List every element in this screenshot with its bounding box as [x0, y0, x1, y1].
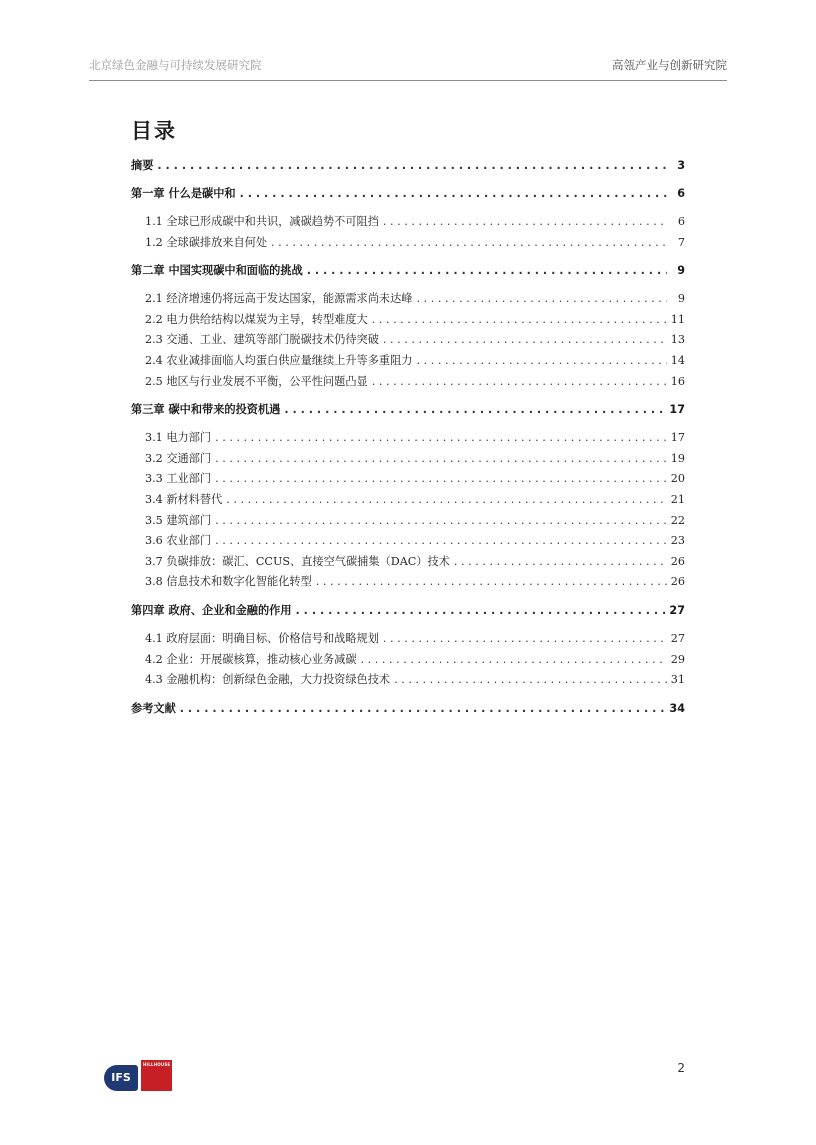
toc-entry-label: 3.3 工业部门: [145, 472, 212, 486]
hillhouse-logo: [141, 1060, 172, 1091]
toc-entry-label: 3.2 交通部门: [145, 451, 212, 465]
toc-entry-page: 3: [677, 159, 685, 172]
leader-dots: [284, 403, 665, 416]
toc-entry-1-1[interactable]: [131, 213, 685, 234]
toc-entry-page: 6: [677, 215, 685, 228]
toc-entry-page: 17: [669, 403, 685, 417]
table-of-contents: [131, 157, 685, 720]
hillhouse-logo-text: HILLHOUSE: [143, 1062, 171, 1067]
toc-entry-2-4[interactable]: [131, 352, 685, 373]
toc-entry-page: 19: [670, 451, 685, 465]
toc-entry-page: 16: [670, 374, 685, 388]
spacer: [131, 622, 685, 630]
leader-dots: [240, 187, 667, 200]
toc-entry-1-2[interactable]: [131, 234, 685, 255]
leader-dots: [416, 292, 667, 305]
toc-entry-label: 2.3 交通、工业、建筑等部门脱碳技术仍待突破: [145, 333, 379, 347]
toc-entry-3-4[interactable]: [131, 491, 685, 512]
toc-entry-label: 1.2 全球碳排放来自何处: [145, 235, 268, 249]
toc-title: 目录: [131, 119, 177, 143]
leader-dots: [454, 555, 667, 568]
toc-entry-page: 11: [670, 312, 685, 326]
leader-dots: [372, 375, 667, 388]
toc-entry-references[interactable]: [131, 700, 685, 720]
toc-entry-page: 22: [670, 513, 685, 527]
toc-entry-label: 4.1 政府层面：明确目标、价格信号和战略规划: [145, 631, 379, 645]
spacer: [131, 692, 685, 700]
toc-entry-2-3[interactable]: [131, 331, 685, 352]
toc-entry-label: 3.6 农业部门: [145, 534, 212, 548]
toc-entry-page: 14: [670, 353, 685, 367]
toc-entry-page: 23: [670, 534, 685, 548]
toc-entry-page: 34: [669, 701, 685, 715]
toc-entry-3-1[interactable]: [131, 429, 685, 450]
toc-entry-label: 3.8 信息技术和数字化智能化转型: [145, 575, 312, 589]
leader-dots: [361, 653, 667, 666]
toc-entry-page: 26: [670, 575, 685, 589]
leader-dots: [226, 493, 666, 506]
toc-entry-3-7[interactable]: [131, 553, 685, 574]
toc-entry-page: 17: [670, 431, 685, 445]
toc-entry-page: 21: [670, 492, 685, 506]
leader-dots: [383, 632, 667, 645]
toc-entry-page: 20: [670, 472, 685, 486]
toc-entry-4-2[interactable]: [131, 651, 685, 672]
toc-entry-label: 3.1 电力部门: [145, 431, 212, 445]
toc-entry-chapter-2[interactable]: [131, 262, 685, 282]
toc-entry-label: 2.4 农业减排面临人均蛋白供应量继续上升等多重阻力: [145, 353, 413, 367]
toc-entry-page: 13: [670, 333, 685, 347]
toc-entry-label: 3.7 负碳排放：碳汇、CCUS、直接空气碳捕集（DAC）技术: [145, 554, 450, 568]
spacer: [131, 282, 685, 290]
toc-entry-3-5[interactable]: [131, 512, 685, 533]
leader-dots: [215, 452, 667, 465]
toc-entry-3-2[interactable]: [131, 450, 685, 471]
toc-entry-page: 7: [677, 235, 685, 249]
leader-dots: [180, 702, 666, 715]
leader-dots: [394, 673, 667, 686]
header-left-org: 北京绿色金融与可持续发展研究院: [89, 58, 262, 72]
spacer: [131, 421, 685, 429]
toc-entry-label: 第二章 中国实现碳中和面临的挑战: [131, 264, 303, 278]
spacer: [131, 205, 685, 213]
toc-entry-3-3[interactable]: [131, 470, 685, 491]
leader-dots: [307, 264, 667, 277]
toc-entry-page: 26: [670, 554, 685, 568]
spacer: [131, 254, 685, 262]
toc-entry-3-6[interactable]: [131, 532, 685, 553]
leader-dots: [383, 215, 667, 228]
header-right-org: 高瓴产业与创新研究院: [612, 58, 727, 72]
toc-entry-label: 2.5 地区与行业发展不平衡，公平性问题凸显: [145, 374, 368, 388]
leader-dots: [215, 431, 667, 444]
toc-entry-3-8[interactable]: [131, 573, 685, 594]
toc-entry-label: 第一章 什么是碳中和: [131, 187, 236, 200]
toc-entry-label: 2.2 电力供给结构以煤炭为主导，转型难度大: [145, 312, 368, 326]
toc-entry-chapter-4[interactable]: [131, 602, 685, 622]
toc-entry-page: 6: [677, 187, 685, 200]
toc-entry-2-5[interactable]: [131, 373, 685, 394]
toc-entry-abstract[interactable]: [131, 157, 685, 177]
leader-dots: [215, 472, 667, 485]
spacer: [131, 177, 685, 185]
leader-dots: [372, 313, 667, 326]
toc-entry-label: 1.1 全球已形成碳中和共识，减碳趋势不可阻挡: [145, 215, 379, 228]
toc-entry-label: 4.2 企业：开展碳核算，推动核心业务减碳: [145, 652, 357, 666]
toc-entry-label: 3.5 建筑部门: [145, 513, 212, 527]
leader-dots: [215, 534, 667, 547]
leader-dots: [316, 575, 667, 588]
leader-dots: [157, 159, 667, 172]
toc-entry-label: 3.4 新材料替代: [145, 492, 223, 506]
toc-entry-4-3[interactable]: [131, 671, 685, 692]
toc-entry-label: 参考文献: [131, 701, 176, 715]
toc-entry-chapter-1[interactable]: [131, 185, 685, 205]
leader-dots: [215, 514, 667, 527]
leader-dots: [271, 236, 667, 249]
spacer: [131, 393, 685, 401]
ifs-logo: IFS: [104, 1065, 138, 1091]
toc-entry-2-1[interactable]: [131, 290, 685, 311]
toc-entry-label: 2.1 经济增速仍将远高于发达国家，能源需求尚未达峰: [145, 292, 413, 306]
leader-dots: [416, 354, 666, 367]
spacer: [131, 594, 685, 602]
toc-entry-page: 9: [677, 264, 685, 278]
toc-entry-page: 31: [670, 673, 685, 687]
page-number: 2: [677, 1061, 685, 1075]
toc-entry-chapter-3[interactable]: [131, 401, 685, 421]
toc-entry-page: 27: [669, 603, 685, 617]
toc-entry-page: 29: [670, 652, 685, 666]
leader-dots: [383, 333, 667, 346]
toc-entry-label: 第四章 政府、企业和金融的作用: [131, 603, 292, 617]
leader-dots: [296, 604, 666, 617]
toc-entry-4-1[interactable]: [131, 630, 685, 651]
toc-entry-label: 第三章 碳中和带来的投资机遇: [131, 403, 281, 417]
toc-entry-label: 摘要: [131, 159, 154, 172]
toc-entry-2-2[interactable]: [131, 311, 685, 332]
toc-entry-page: 9: [677, 292, 685, 306]
toc-entry-page: 27: [670, 631, 685, 645]
header-divider: [89, 80, 727, 81]
toc-entry-label: 4.3 金融机构：创新绿色金融，大力投资绿色技术: [145, 673, 391, 687]
